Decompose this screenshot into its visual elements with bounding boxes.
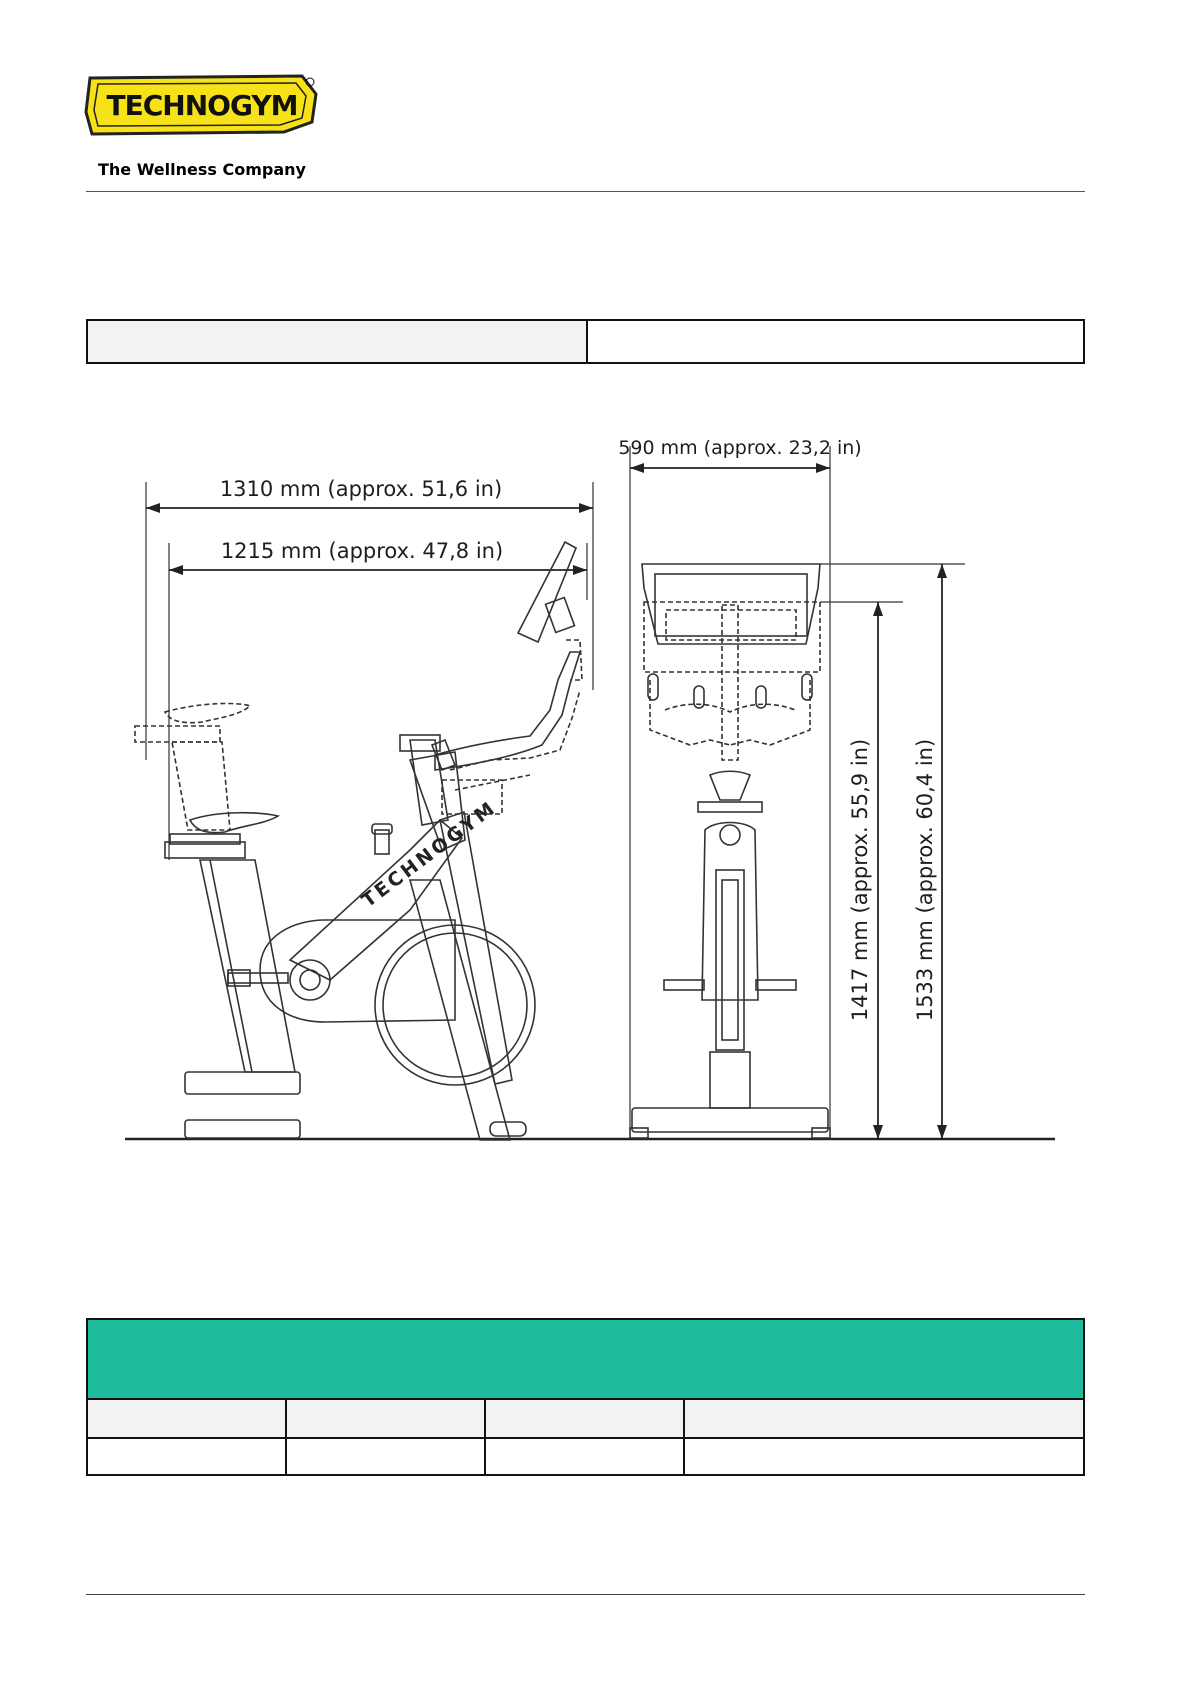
specs-table-cell	[685, 1400, 1083, 1437]
frame-length-label: 1215 mm (approx. 47,8 in)	[220, 539, 504, 563]
height-high-label: 1533 mm (approx. 60,4 in)	[913, 738, 937, 1022]
specs-table-cell	[486, 1400, 685, 1437]
info-table	[86, 319, 1085, 364]
width-label: 590 mm (approx. 23,2 in)	[618, 440, 862, 459]
dimension-drawing	[110, 440, 1060, 1160]
header-divider	[86, 191, 1085, 192]
specs-table-row	[88, 1400, 1083, 1437]
specs-table-cell	[685, 1439, 1083, 1474]
info-table-label-cell	[88, 321, 588, 362]
bike-side-view	[135, 542, 582, 1140]
specs-table-cell	[287, 1400, 486, 1437]
info-table-value-cell	[588, 321, 1083, 362]
bike-front-view	[630, 564, 830, 1138]
overall-length-label: 1310 mm (approx. 51,6 in)	[219, 477, 503, 501]
technogym-logo	[84, 72, 320, 138]
specs-table-cell	[88, 1439, 287, 1474]
footer-divider	[86, 1594, 1085, 1595]
specs-table-cell	[88, 1400, 287, 1437]
frame-brand-label: TECHNOGYM	[357, 796, 501, 912]
height-low-label: 1417 mm (approx. 55,9 in)	[848, 738, 872, 1022]
specs-table-header	[88, 1320, 1083, 1400]
specs-table-cell	[287, 1439, 486, 1474]
logo-wordmark: TECHNOGYM	[106, 89, 298, 122]
specs-table-row	[88, 1437, 1083, 1474]
specs-table	[86, 1318, 1085, 1476]
brand-tagline: The Wellness Company	[98, 160, 306, 179]
specs-table-cell	[486, 1439, 685, 1474]
